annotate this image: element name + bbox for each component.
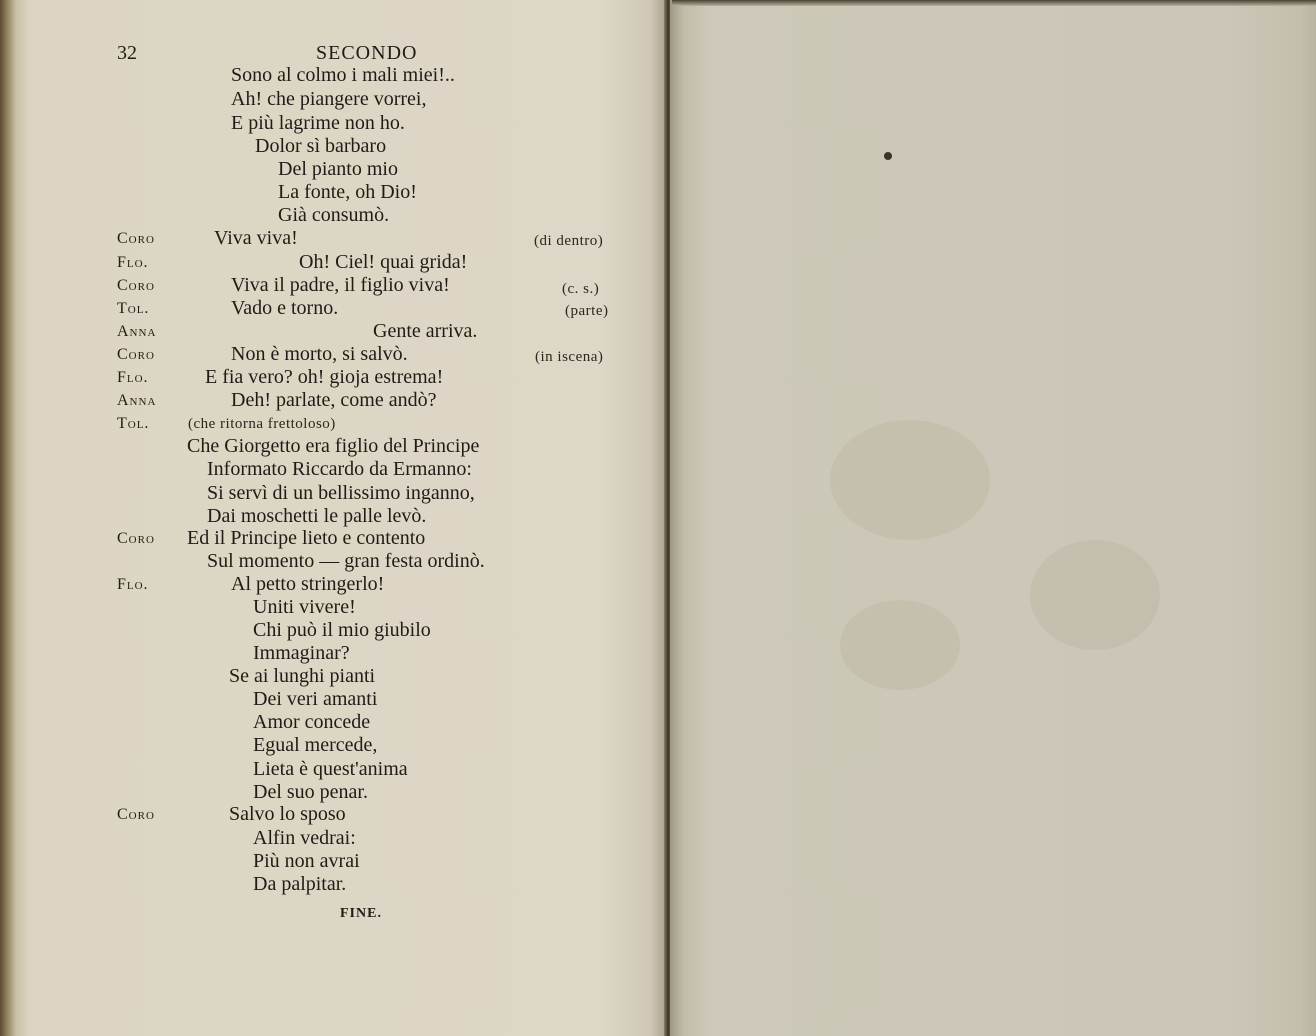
ink-spot (884, 152, 892, 160)
verse-line: E fia vero? oh! gioja estrema! (205, 366, 444, 388)
verse-line: E più lagrime non ho. (231, 112, 405, 134)
verse-line: Amor concede (253, 711, 371, 733)
verse-line: Chi può il mio giubilo (253, 619, 431, 641)
verse-line: Si servì di un bellissimo inganno, (207, 482, 475, 504)
verse-line: Deh! parlate, come andò? (231, 389, 437, 411)
fine-marker: FINE. (340, 906, 382, 921)
speaker-label: Coro (117, 277, 155, 294)
verse-line: Che Giorgetto era figlio del Principe (187, 435, 480, 457)
speaker-label: Flo. (117, 576, 149, 593)
verse-line: Dai moschetti le palle levò. (207, 505, 427, 527)
paper-stain (1030, 540, 1160, 650)
verse-line: Non è morto, si salvò. (231, 343, 408, 365)
stage-direction: (che ritorna frettoloso) (188, 416, 336, 432)
right-page (670, 0, 1316, 1036)
speaker-label: Coro (117, 346, 155, 363)
speaker-label: Tol. (117, 300, 150, 317)
speaker-label: Coro (117, 230, 155, 247)
verse-line: Se ai lunghi pianti (229, 665, 376, 687)
paper-stain (830, 420, 990, 540)
verse-line: Lieta è quest'anima (253, 758, 408, 780)
speaker-label: Flo. (117, 369, 149, 386)
verse-line: Gente arriva. (373, 320, 478, 342)
speaker-label: Tol. (117, 415, 150, 432)
verse-line: Informato Riccardo da Ermanno: (207, 458, 472, 480)
paper-stain (840, 600, 960, 690)
verse-line: Al petto stringerlo! (231, 573, 385, 595)
verse-line: Viva il padre, il figlio viva! (231, 274, 450, 296)
verse-line: Sul momento — gran festa ordinò. (207, 550, 485, 572)
verse-line: Del pianto mio (278, 158, 398, 180)
verse-line: Egual mercede, (253, 734, 378, 756)
verse-line: Ed il Principe lieto e contento (187, 527, 426, 549)
verse-line: Più non avrai (253, 850, 360, 872)
stage-direction: (c. s.) (562, 281, 600, 297)
speaker-label: Coro (117, 806, 155, 823)
verse-line: Sono al colmo i mali miei!.. (231, 64, 455, 86)
speaker-label: Anna (117, 392, 157, 409)
verse-line: Già consumò. (278, 204, 390, 226)
page-number: 32 (117, 42, 137, 64)
verse-line: Alfin vedrai: (253, 827, 356, 849)
stage-direction: (parte) (565, 303, 609, 319)
verse-line: Immaginar? (253, 642, 350, 664)
verse-line: Viva viva! (214, 227, 298, 249)
speaker-label: Coro (117, 530, 155, 547)
verse-line: Ah! che piangere vorrei, (231, 88, 427, 110)
stage-direction: (di dentro) (534, 233, 604, 249)
running-title: SECONDO (316, 42, 418, 64)
verse-line: Da palpitar. (253, 873, 347, 895)
verse-line: Dei veri amanti (253, 688, 378, 710)
verse-line: Salvo lo sposo (229, 803, 346, 825)
verse-line: Del suo penar. (253, 781, 368, 803)
speaker-label: Flo. (117, 254, 149, 271)
verse-line: Oh! Ciel! quai grida! (299, 251, 468, 273)
verse-line: Dolor sì barbaro (255, 135, 387, 157)
verse-line: La fonte, oh Dio! (278, 181, 417, 203)
verse-line: Vado e torno. (231, 297, 339, 319)
stage-direction: (in iscena) (535, 349, 604, 365)
page-edge (672, 0, 1316, 6)
verse-line: Uniti vivere! (253, 596, 356, 618)
speaker-label: Anna (117, 323, 157, 340)
